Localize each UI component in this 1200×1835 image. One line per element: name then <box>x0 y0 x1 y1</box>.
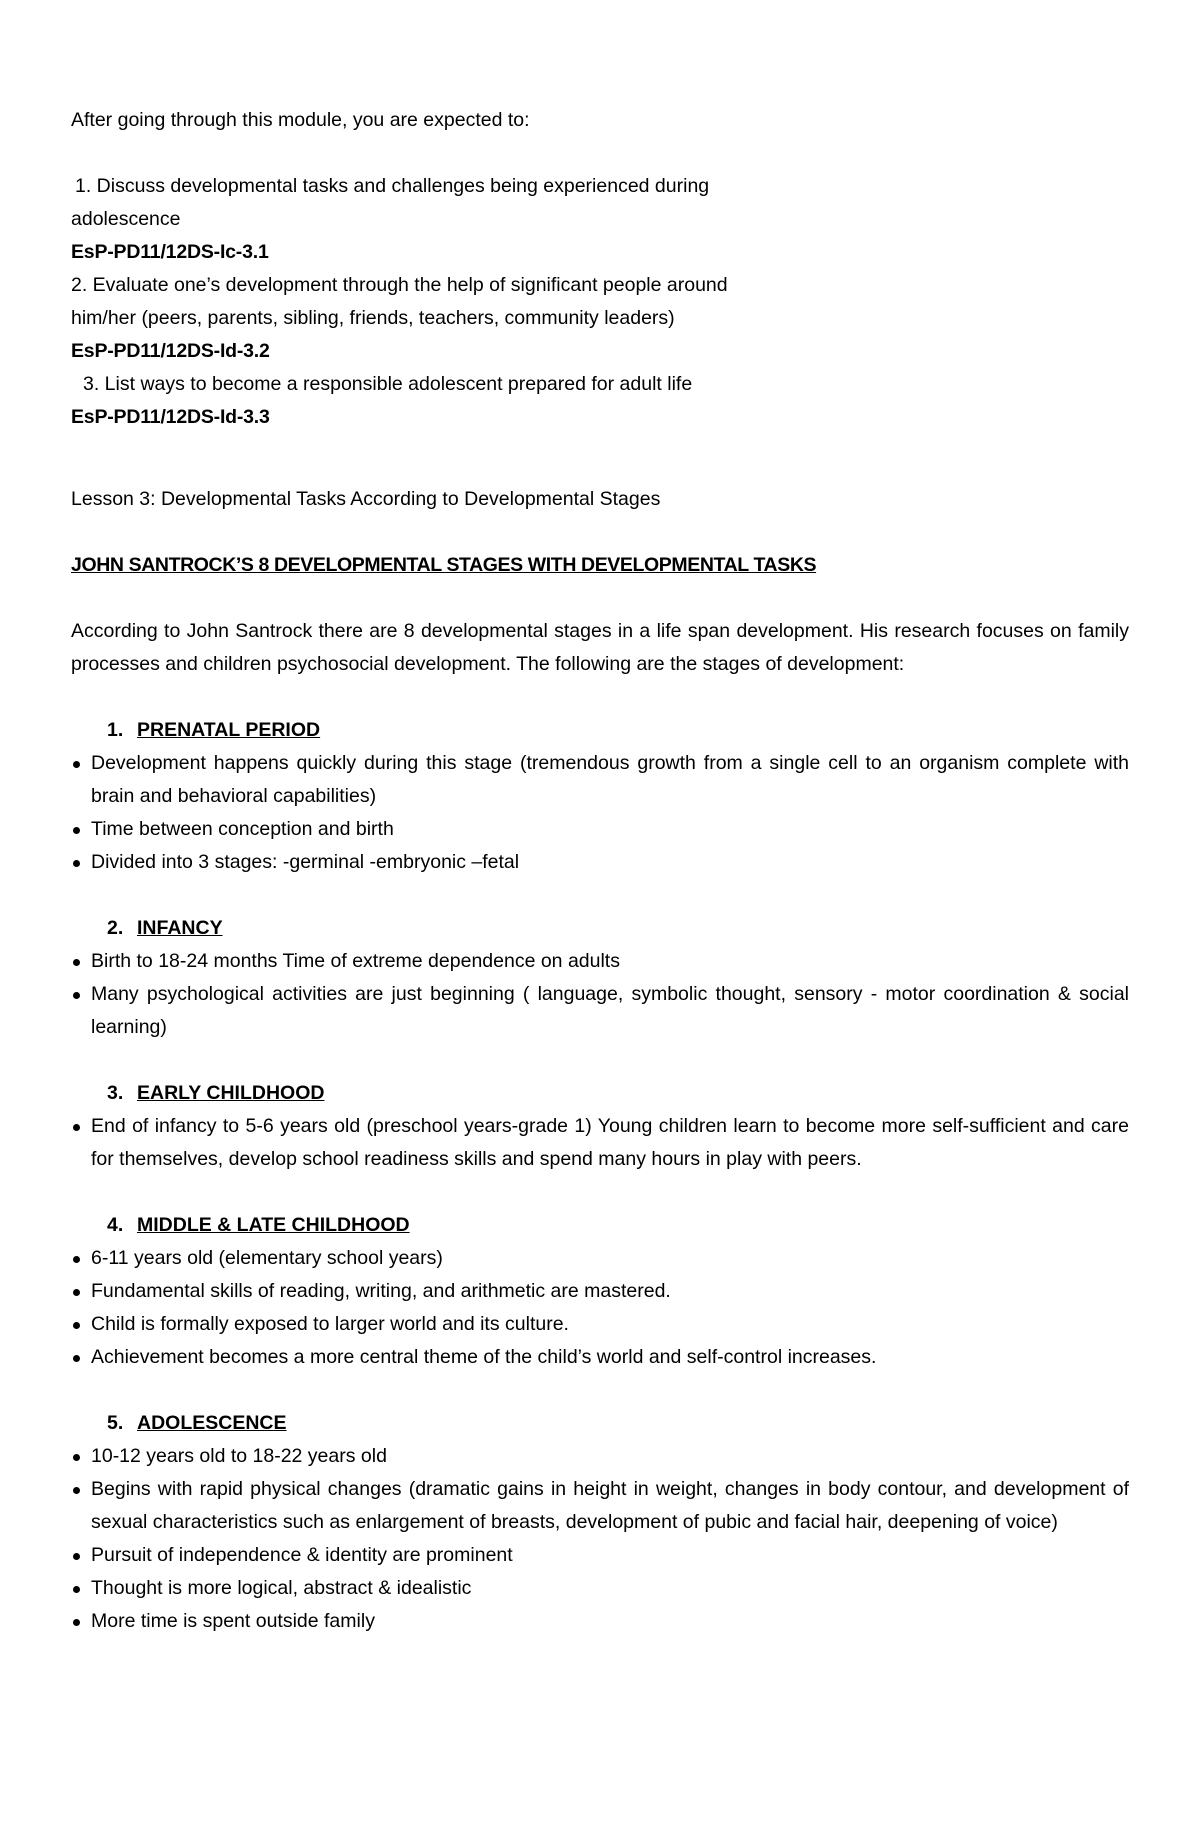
objective-2-line2: him/her (peers, parents, sibling, friends, teachers, community leaders) <box>71 307 675 329</box>
stage-title: MIDDLE & LATE CHILDHOOD <box>137 1214 410 1236</box>
objective-1-line1: 1. Discuss developmental tasks and challenges being experienced during <box>75 175 710 197</box>
stage-middle-late-childhood <box>71 1209 1129 1374</box>
bullet-item: Birth to 18-24 months Time of extreme dependence on adults <box>71 945 1129 978</box>
stage-number: 2. <box>107 917 124 939</box>
stages-list <box>71 681 1129 1638</box>
bullet-list <box>71 1440 1129 1638</box>
bullet-item: Many psychological activities are just beginning ( language, symbolic thought, sensory - motor coordination & social learning) <box>71 978 1129 1044</box>
bullet-item: Pursuit of independence & identity are prominent <box>71 1539 1129 1572</box>
bullet-item: 10-12 years old to 18-22 years old <box>71 1440 1129 1473</box>
intro-text: After going through this module, you are expected to: <box>71 109 530 131</box>
bullet-item: Divided into 3 stages: -germinal -embryonic –fetal <box>71 846 1129 879</box>
stage-heading <box>71 912 1129 945</box>
bullet-item: Development happens quickly during this stage (tremendous growth from a single cell to an organism complete with brain and behavioral capabilities) <box>71 747 1129 813</box>
bullet-item: Thought is more logical, abstract & idealistic <box>71 1572 1129 1605</box>
objective-3-code: EsP-PD11/12DS-Id-3.3 <box>71 406 270 428</box>
objective-3-line1: 3. List ways to become a responsible adolescent prepared for adult life <box>83 373 693 395</box>
bullet-item: Fundamental skills of reading, writing, and arithmetic are mastered. <box>71 1275 1129 1308</box>
stage-title: ADOLESCENCE <box>137 1412 287 1434</box>
bullet-item: Achievement becomes a more central theme of the child’s world and self-control increases. <box>71 1341 1129 1374</box>
objective-2-line1: 2. Evaluate one’s development through the help of significant people around <box>71 274 728 296</box>
stage-heading <box>71 1407 1129 1440</box>
bullet-list <box>71 1242 1129 1374</box>
objective-1-code: EsP-PD11/12DS-Ic-3.1 <box>71 241 269 263</box>
stage-early-childhood <box>71 1077 1129 1176</box>
stage-heading <box>71 714 1129 747</box>
stage-heading <box>71 1077 1129 1110</box>
bullet-list <box>71 747 1129 879</box>
bullet-list <box>71 1110 1129 1176</box>
stage-prenatal <box>71 714 1129 879</box>
objective-1-line2: adolescence <box>71 208 181 230</box>
document-page <box>71 104 1129 1638</box>
intro-paragraph: According to John Santrock there are 8 developmental stages in a life span development. His research focuses on family processes and children psychosocial development. The following are the stages of development: <box>71 620 1129 675</box>
objective-2-code: EsP-PD11/12DS-Id-3.2 <box>71 340 270 362</box>
lesson-title: Lesson 3: Developmental Tasks According to Developmental Stages <box>71 488 661 510</box>
main-heading: JOHN SANTROCK’S 8 DEVELOPMENTAL STAGES WITH DEVELOPMENTAL TASKS <box>71 554 817 576</box>
bullet-item: More time is spent outside family <box>71 1605 1129 1638</box>
stage-number: 1. <box>107 719 124 741</box>
bullet-item: 6-11 years old (elementary school years) <box>71 1242 1129 1275</box>
bullet-item: Begins with rapid physical changes (dramatic gains in height in weight, changes in body contour, and development of sexual characteristics such as enlargement of breasts, development of pubic and facial hair, deepening of voice) <box>71 1473 1129 1539</box>
bullet-item: Time between conception and birth <box>71 813 1129 846</box>
stage-title: EARLY CHILDHOOD <box>137 1082 325 1104</box>
stage-infancy <box>71 912 1129 1044</box>
bullet-list <box>71 945 1129 1044</box>
stage-heading <box>71 1209 1129 1242</box>
stage-number: 4. <box>107 1214 124 1236</box>
stage-title: PRENATAL PERIOD <box>137 719 321 741</box>
stage-title: INFANCY <box>137 917 223 939</box>
bullet-item: Child is formally exposed to larger world and its culture. <box>71 1308 1129 1341</box>
stage-number: 3. <box>107 1082 124 1104</box>
objectives-list <box>71 170 1129 434</box>
stage-adolescence <box>71 1407 1129 1638</box>
stage-number: 5. <box>107 1412 124 1434</box>
bullet-item: End of infancy to 5-6 years old (preschool years-grade 1) Young children learn to become more self-sufficient and care for themselves, develop school readiness skills and spend many hours in play with peers. <box>71 1110 1129 1176</box>
